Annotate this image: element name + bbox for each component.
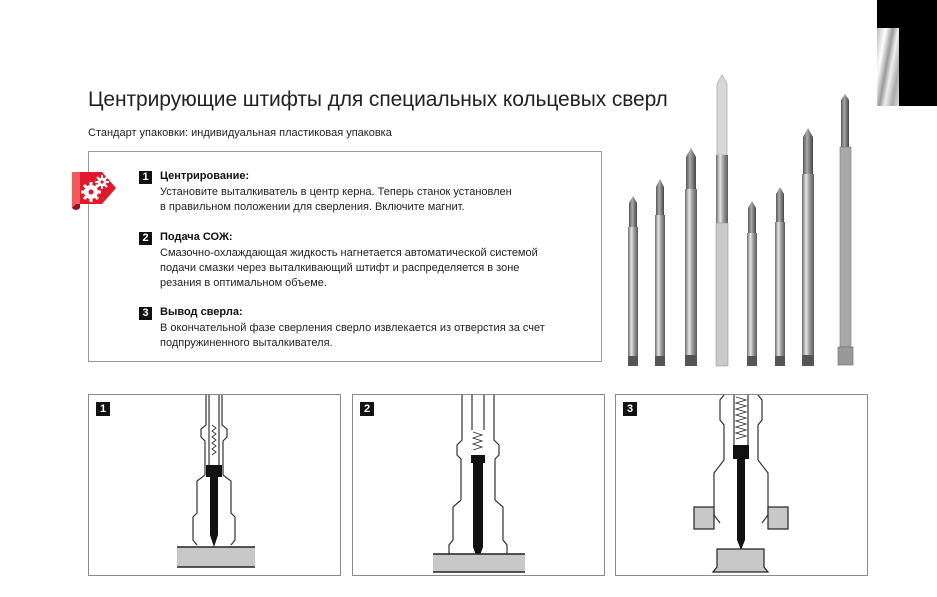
pin: [685, 148, 697, 366]
pin: [775, 187, 785, 366]
cutter-image: [877, 28, 899, 106]
pin: [716, 75, 728, 366]
page-title: Центрирующие штифты для специальных кольцевых сверл: [88, 88, 668, 111]
pin: [628, 196, 638, 366]
pilot-pins-image: [612, 70, 874, 380]
annular-cutter-thumbnail: [877, 0, 937, 106]
packaging-standard: Стандарт упаковки: индивидуальная пластиковая упаковка: [88, 127, 392, 139]
ejection-diagram-drawing: [616, 395, 868, 576]
step-number: 1: [139, 171, 152, 184]
pin: [655, 179, 665, 366]
diagram-number: 2: [360, 402, 374, 416]
gears-icon: [66, 164, 124, 214]
diagram-number: 1: [96, 402, 110, 416]
step-heading: Вывод сверла:: [160, 306, 243, 318]
diagram-ejection: [615, 394, 868, 576]
centering-diagram-drawing: [89, 395, 341, 576]
pin: [838, 94, 853, 365]
coolant-diagram-drawing: [353, 395, 605, 576]
diagram-centering: [88, 394, 341, 576]
pin: [747, 201, 757, 366]
step-description: Установите выталкиватель в центр керна. Теперь станок установлен в правильном положении для сверления. Включите магнит.: [160, 186, 512, 213]
pin: [802, 128, 814, 366]
diagram-number: 3: [623, 402, 637, 416]
diagram-coolant: [352, 394, 605, 576]
step-description: Смазочно-охлаждающая жидкость нагнетается автоматической системой подачи смазки через выталкивающий штифт и распределяется в зоне резания в оптимальном объеме.: [160, 247, 538, 289]
step-number: 2: [139, 232, 152, 245]
step-description: В окончательной фазе сверления сверло извлекается из отверстия за счет подпружиненного выталкивателя.: [160, 322, 545, 349]
step-heading: Центрирование:: [160, 170, 250, 182]
step-number: 3: [139, 307, 152, 320]
step-heading: Подача СОЖ:: [160, 231, 233, 243]
